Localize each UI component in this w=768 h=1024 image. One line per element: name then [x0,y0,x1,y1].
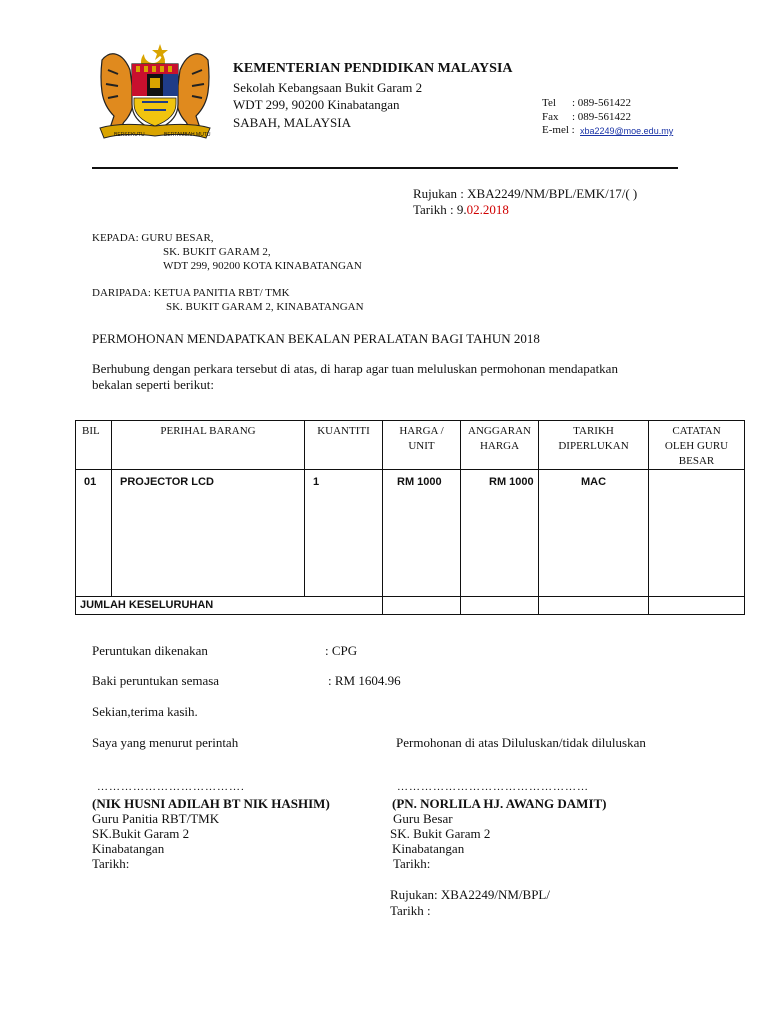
col-header-kuantiti: KUANTITI [305,421,383,470]
left-sign-school: SK.Bukit Garam 2 [92,826,190,841]
body-line2: bekalan seperti berikut: [92,377,215,392]
cell-anggaran: RM 1000 [461,470,539,597]
cell-total-anggaran [461,597,539,615]
kepada-line2: SK. BUKIT GARAM 2, [163,246,271,258]
reference-number: Rujukan : XBA2249/NM/BPL/EMK/17/( ) [413,186,638,201]
right-sign-intro: Permohonan di atas Diluluskan/tidak diluluskan [396,735,646,750]
left-sign-position: Guru Panitia RBT/TMK [92,811,220,826]
daripada-line1: DARIPADA: KETUA PANITIA RBT/ TMK [92,287,290,299]
left-sign-name: (NIK HUSNI ADILAH BT NIK HASHIM) [92,796,330,811]
body-line1: Berhubung dengan perkara tersebut di atas, di harap agar tuan meluluskan permohonan mendapatkan [92,361,618,376]
malaysia-coat-of-arms-icon [92,40,218,148]
tel-label: Tel [542,97,556,109]
tel-value: : 089-561422 [572,97,631,109]
closing-text: Sekian,terima kasih. [92,704,198,719]
cell-kuantiti: 1 [305,470,383,597]
daripada-line2: SK. BUKIT GARAM 2, KINABATANGAN [166,301,364,313]
cell-tarikh: MAC [539,470,649,597]
col-header-catatan: CATATAN OLEH GURU BESAR [649,421,745,470]
col-header-bil: BIL [76,421,112,470]
email-link[interactable]: xba2249@moe.edu.my [580,126,674,136]
col-header-perihal: PERIHAL BARANG [112,421,305,470]
right-sign-place: Kinabatangan [392,841,465,856]
left-sign-line: ………………………………. [97,781,245,793]
right-sign-date: Tarikh: [393,856,431,871]
right-rujukan: Rujukan: XBA2249/NM/BPL/ [390,887,550,902]
right-sign-name: (PN. NORLILA HJ. AWANG DAMIT) [392,796,607,811]
request-table [75,420,745,615]
cell-total-catatan [649,597,745,615]
col-header-tarikh: TARIKH DIPERLUKAN [539,421,649,470]
cell-total-label: JUMLAH KESELURUHAN [76,597,383,615]
cell-total-harga [383,597,461,615]
header-divider [92,167,678,169]
fax-label: Fax [542,111,559,123]
reference-date-label: Tarikh : 9. [413,202,467,217]
left-sign-date: Tarikh: [92,856,130,871]
subject-heading: PERMOHONAN MENDAPATKAN BEKALAN PERALATAN BAGI TAHUN 2018 [92,331,540,346]
ministry-name: KEMENTERIAN PENDIDIKAN MALAYSIA [233,61,513,76]
school-name: Sekolah Kebangsaan Bukit Garam 2 [233,80,423,95]
baki-label: Baki peruntukan semasa [92,673,220,688]
fax-value: : 089-561422 [572,111,631,123]
cell-perihal: PROJECTOR LCD [112,470,305,597]
reference-date-red: 02.2018 [466,202,509,217]
kepada-label: KEPADA: GURU BESAR, [92,232,214,244]
school-address-line1: WDT 299, 90200 Kinabatangan [233,97,400,112]
col-header-anggaran: ANGGARAN HARGA [461,421,539,470]
right-sign-school: SK. Bukit Garam 2 [390,826,491,841]
kepada-line3: WDT 299, 90200 KOTA KINABATANGAN [163,260,362,272]
peruntukan-value: : CPG [325,643,358,658]
table-row [76,470,745,597]
right-sign-line: ………………………………………… [397,781,589,793]
table-total-row [76,597,745,615]
email-label: E-mel : [542,124,575,136]
cell-total-tarikh [539,597,649,615]
col-header-harga: HARGA / UNIT [383,421,461,470]
baki-value: : RM 1604.96 [328,673,401,688]
cell-catatan [649,470,745,597]
cell-harga: RM 1000 [383,470,461,597]
reference-date [413,202,509,218]
table-header-row [76,421,745,470]
peruntukan-label: Peruntukan dikenakan [92,643,208,658]
svg-text:BERTAMBAH MUTU: BERTAMBAH MUTU [164,132,211,138]
svg-text:BERSEKUTU: BERSEKUTU [114,132,145,138]
left-sign-intro: Saya yang menurut perintah [92,735,239,750]
right-sign-position: Guru Besar [393,811,453,826]
cell-bil: 01 [76,470,112,597]
right-tarikh: Tarikh : [390,903,431,918]
school-address-line2: SABAH, MALAYSIA [233,115,351,130]
left-sign-place: Kinabatangan [92,841,165,856]
